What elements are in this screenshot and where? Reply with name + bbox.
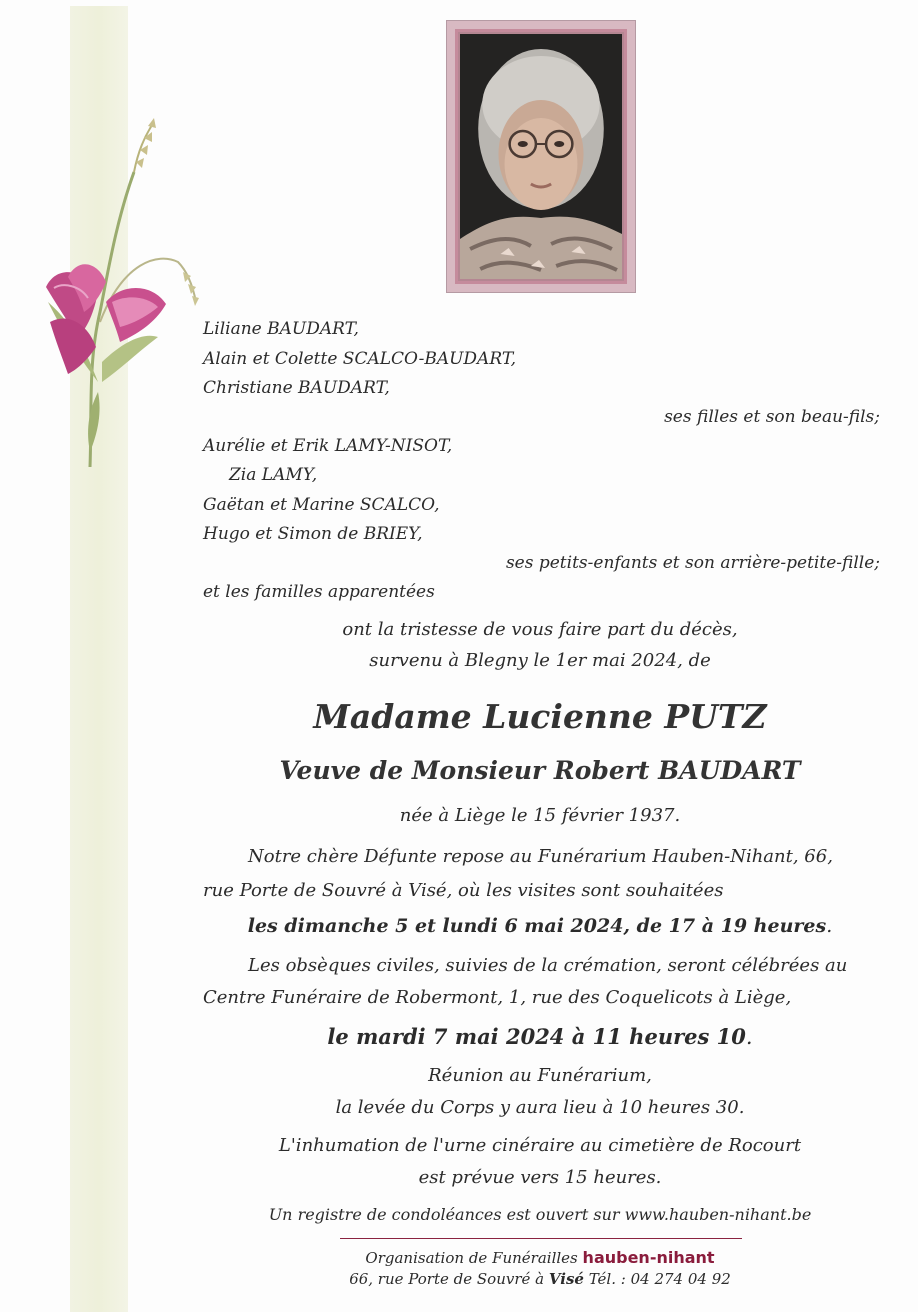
registry-notice: Un registre de condoléances est ouvert sur www.hauben-nihant.be [268, 1205, 812, 1224]
meeting-line-1: Réunion au Funérarium, [428, 1065, 652, 1086]
family-daughter-3: Christiane BAUDART, [203, 378, 390, 398]
rest-line-2: rue Porte de Souvré à Visé, où les visites sont souhaitées [203, 880, 724, 901]
ceremony-line-1: Les obsèques civiles, suivies de la crémation, seront célébrées au [248, 955, 848, 976]
family-grandchild-4: Hugo et Simon de BRIEY, [203, 524, 423, 544]
portrait-photo [460, 34, 622, 279]
urn-line-1: L'inhumation de l'urne cinéraire au cimetière de Rocourt [278, 1135, 802, 1156]
footer-organisation: Organisation de Funérailles hauben-nihant [365, 1248, 715, 1267]
family-daughter-2: Alain et Colette SCALCO-BAUDART, [203, 349, 517, 369]
footer-divider [340, 1238, 742, 1239]
brand-logo: hauben-nihant [582, 1248, 715, 1267]
deceased-born: née à Liège le 15 février 1937. [399, 805, 681, 826]
daughters-role: ses filles et son beau-fils; [664, 407, 880, 427]
urn-line-2: est prévue vers 15 heures. [418, 1167, 662, 1188]
family-grandchild-1: Aurélie et Erik LAMY-NISOT, [203, 436, 453, 456]
family-grandchild-2: Zia LAMY, [229, 465, 318, 485]
deceased-widow: Veuve de Monsieur Robert BAUDART [279, 756, 801, 785]
announcement-line-2: survenu à Blegny le 1er mai 2024, de [369, 650, 711, 671]
calla-lily-illustration [28, 112, 218, 472]
family-related: et les familles apparentées [203, 582, 435, 602]
ceremony-line-2: Centre Funéraire de Robermont, 1, rue des Coquelicots à Liège, [203, 987, 792, 1008]
ceremony-date: le mardi 7 mai 2024 à 11 heures 10. [327, 1024, 753, 1049]
footer-address: 66, rue Porte de Souvré à Visé Tél. : 04 274 04 92 [349, 1270, 731, 1288]
meeting-line-2: la levée du Corps y aura lieu à 10 heures 30. [335, 1097, 745, 1118]
family-daughter-1: Liliane BAUDART, [203, 319, 359, 339]
portrait-frame [446, 20, 636, 293]
rest-line-1: Notre chère Défunte repose au Funérarium Hauben-Nihant, 66, [248, 846, 833, 867]
visit-dates: les dimanche 5 et lundi 6 mai 2024, de 17 à 19 heures. [247, 915, 833, 937]
family-grandchild-3: Gaëtan et Marine SCALCO, [203, 495, 440, 515]
grandchildren-role: ses petits-enfants et son arrière-petite-fille; [505, 553, 880, 573]
announcement-line-1: ont la tristesse de vous faire part du décès, [342, 619, 738, 640]
deceased-name: Madame Lucienne PUTZ [313, 697, 767, 736]
